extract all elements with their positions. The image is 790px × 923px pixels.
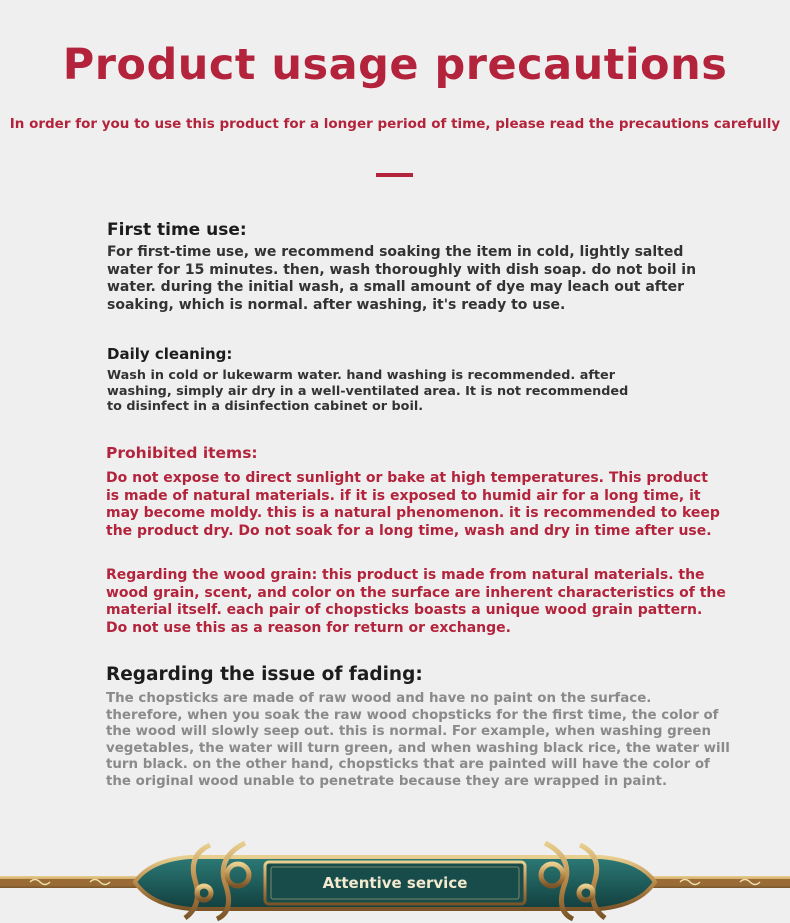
section-body: Wash in cold or lukewarm water. hand washing is recommended. after washing, simply air dry in a well-ventilated area. It is not recommended to disinfect in a disinfection cabinet or boil. [107,368,629,414]
section-daily-cleaning [107,345,647,415]
section-heading: Prohibited items: [106,444,258,462]
section-body: Do not expose to direct sunlight or bake at high temperatures. This product is made of natural materials. if it is exposed to humid air for a long time, it may become moldy. this is a natural phenomenon. it is recommended to keep the product dry. Do not soak for a long time, wash and dry in time after use. [106,470,720,539]
section-body: The chopsticks are made of raw wood and have no paint on the surface. therefore, when you soak the raw wood chopsticks for the first time, the color of the wood will slowly seep out. this is normal. For example, when washing green vegetables, the water will turn green, and when washing black rice, the water will turn black. on the other hand, chopsticks that are painted will have the color of the original wood unable to penetrate because they are wrapped in paint. [106,691,730,789]
section-heading: Daily cleaning: [107,345,233,363]
page-title: Product usage precautions [62,40,728,90]
title-divider [376,173,413,177]
section-first-time-use [107,220,707,314]
banner-label: Attentive service [322,874,468,892]
section-body: Regarding the wood grain: this product is made from natural materials. the wood grain, scent, and color on the surface are inherent characteristics of the material itself. each pair of chopsticks boasts a unique wood grain pattern. Do not use this as a reason for return or exchange. [106,567,726,636]
section-fading [106,664,731,790]
section-heading: First time use: [107,220,247,240]
section-wood-grain [106,567,726,637]
section-heading: Regarding the issue of fading: [106,664,423,685]
page-subtitle: In order for you to use this product for a longer period of time, please read the precautions carefully [9,116,781,132]
section-prohibited-items [106,444,721,540]
section-body: For first-time use, we recommend soaking the item in cold, lightly salted water for 15 minutes. then, wash thoroughly with dish soap. do not boil in water. during the initial wash, a small amount of dye may leach out after soaking, which is normal. after washing, it's ready to use. [107,244,697,313]
